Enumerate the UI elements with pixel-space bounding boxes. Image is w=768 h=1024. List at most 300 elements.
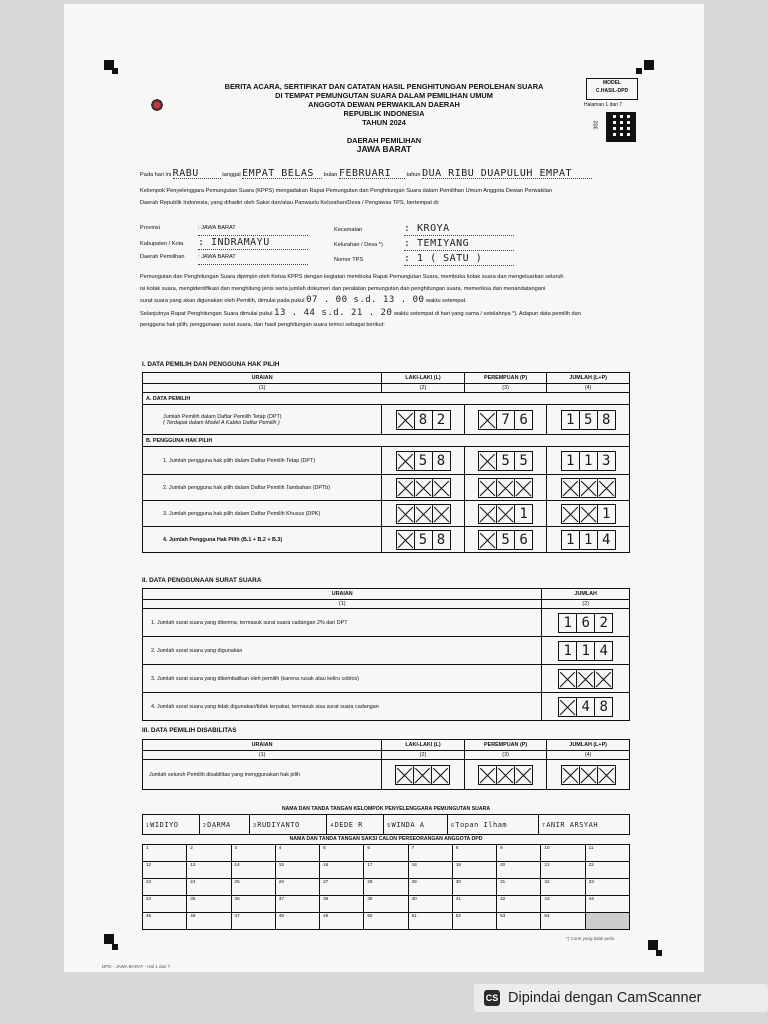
procedure-line: waktu setempat di hari yang sama / setelahnya *). Adapun data pemilih dan [393, 310, 581, 317]
saksi-signature-cell [320, 862, 364, 879]
crossed-box [413, 765, 432, 785]
row-b3-laki [382, 501, 465, 527]
saksi-number: 1 [146, 845, 149, 850]
kpu-logo-icon [149, 96, 165, 114]
saksi-signature-cell [187, 879, 231, 896]
crossed-box [597, 478, 616, 498]
saksi-number: 49 [323, 913, 329, 918]
saksi-signature-cell [541, 913, 585, 930]
saksi-signature-cell [143, 913, 187, 930]
value-dapil: : JAWA BARAT [198, 251, 308, 265]
row-ss3-value [542, 665, 630, 693]
saksi-signature-cell [541, 862, 585, 879]
saksi-signature-cell [320, 913, 364, 930]
digit-box: 1 [579, 530, 598, 550]
value-kelurahan: : TEMIYANG [404, 237, 514, 251]
row-b2-label: 2. Jumlah pengguna hak pilih dalam Daftar Pemilih Tambahan (DPTb) [143, 475, 382, 501]
row-b4-laki [382, 527, 465, 553]
saksi-number: 34 [146, 896, 152, 901]
saksi-signature-cell [231, 896, 275, 913]
kpps-signature-cell [327, 815, 384, 835]
saksi-number: 15 [278, 862, 284, 867]
saksi-number: 31 [500, 879, 506, 884]
saksi-number: 9 [500, 845, 503, 850]
meeting-date-line [140, 170, 660, 180]
saksi-number: 2 [190, 845, 193, 850]
digit-boxes [550, 530, 626, 550]
saksi-number: 5 [323, 845, 326, 850]
paragraph-line: Daerah Republik Indonesia, yang dihadiri oleh Saksi dan/atau Panwaslu Kelurahan/Desa / Pengawas TPS, bertempat di: [140, 199, 440, 206]
kpps-signature: DARMA [207, 820, 231, 829]
saksi-signature-cell [364, 845, 408, 862]
saksi-signature-cell [275, 862, 319, 879]
saksi-signature-cell [364, 913, 408, 930]
crossed-box [414, 504, 433, 524]
digit-boxes [545, 641, 626, 661]
saksi-signature-cell [143, 862, 187, 879]
kpps-signature-table [142, 814, 630, 835]
digit-box: 1 [558, 641, 577, 661]
saksi-number: 26 [278, 879, 284, 884]
saksi-signature-cell [541, 845, 585, 862]
row-ss2-value [542, 637, 630, 665]
camscanner-label: Dipindai dengan CamScanner [508, 990, 702, 1006]
saksi-number: 20 [500, 862, 506, 867]
kpps-signature-cell [448, 815, 539, 835]
row-disabilitas-label: Jumlah seluruh Pemilih disabilitas yang menggunakan hak pilih [143, 760, 382, 790]
saksi-number: 16 [323, 862, 329, 867]
digit-boxes [550, 478, 626, 498]
saksi-signature-cell [187, 913, 231, 930]
coret-note: *) Coret yang tidak perlu [566, 936, 615, 941]
saksi-number: 23 [146, 879, 152, 884]
row-b3-label: 3. Jumlah pengguna hak pilih dalam Daftar Pemilih Khusus (DPK) [143, 501, 382, 527]
kpps-number: 4 [330, 822, 335, 829]
saksi-number: 4 [278, 845, 282, 850]
digit-boxes [550, 410, 626, 430]
saksi-signature-cell [408, 862, 452, 879]
saksi-number: 8 [455, 845, 459, 850]
label-bulan: bulan [323, 172, 338, 178]
row-a1-perempuan [464, 405, 547, 435]
header-perempuan: PEREMPUAN (P) [464, 373, 547, 384]
header-laki: LAKI-LAKI (L) [382, 373, 465, 384]
kpps-signature-cell [143, 815, 200, 835]
crossed-box [579, 504, 598, 524]
kpps-signature-cell [250, 815, 327, 835]
saksi-signature-cell [585, 879, 629, 896]
procedure-line: waktu setempat. [426, 298, 467, 304]
saksi-signature-cell [187, 845, 231, 862]
crossed-box [478, 765, 497, 785]
title-line: DI TEMPAT PEMUNGUTAN SUARA DALAM PEMILIHAN UMUM [275, 91, 493, 100]
crossed-box [597, 765, 616, 785]
digit-box: 3 [597, 451, 616, 471]
saksi-signature-cell [452, 879, 496, 896]
saksi-number: 24 [190, 879, 196, 884]
title-line: REPUBLIK INDONESIA [343, 109, 425, 118]
digit-boxes [468, 410, 544, 430]
label-hari: Pada hari ini [140, 172, 172, 178]
digit-boxes [468, 530, 544, 550]
region-line: JAWA BARAT [356, 144, 412, 154]
saksi-number: 17 [367, 862, 373, 867]
table-section-3 [142, 739, 630, 790]
label-provinsi: Provinsi [140, 225, 160, 231]
saksi-number: 51 [411, 913, 417, 918]
kpps-signature: Topan Ilham [455, 820, 508, 829]
crossed-box [514, 765, 533, 785]
digit-boxes [545, 697, 626, 717]
digit-boxes [468, 765, 544, 785]
value-bulan: FEBRUARI [339, 170, 405, 179]
kpps-signature-title: NAMA DAN TANDA TANGAN KELOMPOK PENYELENGGARA PEMUNGUTAN SUARA [281, 806, 491, 812]
electoral-region [214, 136, 554, 154]
saksi-signature-cell [275, 879, 319, 896]
digit-boxes [545, 613, 626, 633]
saksi-signature-cell [231, 879, 275, 896]
region-line: DAERAH PEMILIHAN [346, 136, 422, 145]
crossed-box [496, 504, 515, 524]
digit-boxes [468, 504, 544, 524]
digit-box: 7 [496, 410, 515, 430]
saksi-signature-table [142, 844, 630, 930]
saksi-signature-cell [585, 862, 629, 879]
crossed-box [514, 478, 533, 498]
saksi-signature-cell [452, 896, 496, 913]
crossed-box [396, 478, 415, 498]
crossed-box [576, 669, 595, 689]
corner-mark [636, 68, 642, 74]
kpps-number: 2 [202, 822, 208, 829]
section-3-title: III. DATA PEMILIH DISABILITAS [142, 727, 237, 734]
corner-mark [656, 950, 662, 956]
subheader: (1) [143, 751, 382, 760]
row-ss2-label: 2. Jumlah surat suara yang digunakan [143, 637, 542, 665]
crossed-box [496, 478, 515, 498]
kpps-signature: DEDE R [334, 820, 363, 829]
digit-box: 4 [576, 697, 595, 717]
saksi-number: 14 [234, 862, 240, 867]
procedure-line: pengguna hak pilih, penggunaan surat suara, dan hasil penghitungan suara terinci sebagai berikut: [140, 322, 385, 328]
crossed-box [396, 530, 415, 550]
section-2-title: II. DATA PENGGUNAAN SURAT SUARA [142, 577, 262, 584]
saksi-number: 35 [190, 896, 196, 901]
row-b3-jumlah [547, 501, 630, 527]
row-b1-label: 1. Jumlah pengguna hak pilih dalam Daftar Pemilih Tetap (DPT) [143, 447, 382, 475]
saksi-number: 30 [455, 879, 461, 884]
row-b4-perempuan [464, 527, 547, 553]
kpps-signature: ANIR ARSYAH [546, 820, 599, 829]
crossed-box [478, 504, 497, 524]
saksi-number: 54 [544, 913, 550, 918]
header-uraian: URAIAN [143, 589, 542, 600]
digit-boxes [468, 478, 544, 498]
row-disabilitas-perempuan [464, 760, 547, 790]
saksi-signature-cell [364, 879, 408, 896]
crossed-box [561, 504, 580, 524]
row-disabilitas-laki [382, 760, 465, 790]
row-label: Jumlah Pemilih dalam Daftar Pemilih Tetap (DPT) [163, 413, 282, 420]
saksi-number: 38 [323, 896, 329, 901]
saksi-signature-cell [452, 845, 496, 862]
subheader: (4) [547, 751, 630, 760]
value-tps: : 1 ( SATU ) [404, 252, 514, 266]
row-b1-perempuan [464, 447, 547, 475]
digit-box: 6 [514, 410, 533, 430]
saksi-number: 29 [411, 879, 417, 884]
kpps-signature: RUDIYANTO [257, 820, 300, 829]
crossed-box [594, 669, 613, 689]
group-a-label: A. DATA PEMILIH [143, 393, 630, 405]
header-perempuan: PEREMPUAN (P) [464, 740, 547, 751]
digit-boxes [385, 451, 461, 471]
row-b4-label: 4. Jumlah Pengguna Hak Pilih (B.1 + B.2 + B.3) [143, 527, 382, 553]
crossed-box [396, 504, 415, 524]
kpps-signature: WIDIYO [150, 820, 179, 829]
saksi-signature-cell [585, 913, 629, 930]
saksi-number: 44 [588, 896, 594, 901]
camscanner-logo-icon: CS [484, 990, 500, 1006]
qr-number: 302 [593, 120, 600, 130]
saksi-signature-cell [408, 896, 452, 913]
saksi-number: 32 [544, 879, 550, 884]
corner-mark [648, 940, 658, 950]
header-jumlah: JUMLAH (L+P) [547, 373, 630, 384]
procedure-paragraph [140, 272, 660, 332]
value-tanggal: EMPAT BELAS [242, 170, 322, 179]
row-a1-label [143, 405, 382, 435]
kpps-number: 7 [542, 822, 547, 829]
crossed-box [478, 410, 497, 430]
digit-box: 5 [496, 451, 515, 471]
digit-boxes [385, 765, 461, 785]
saksi-number: 37 [278, 896, 284, 901]
saksi-signature-cell [497, 862, 541, 879]
saksi-signature-cell [187, 862, 231, 879]
saksi-signature-cell [231, 913, 275, 930]
digit-box: 5 [496, 530, 515, 550]
digit-box: 1 [561, 410, 580, 430]
saksi-signature-cell [187, 896, 231, 913]
subheader: (3) [464, 384, 547, 393]
saksi-number: 21 [544, 862, 550, 867]
corner-mark [644, 60, 654, 70]
saksi-signature-cell [541, 896, 585, 913]
section-1-title: I. DATA PEMILIH DAN PENGGUNA HAK PILIH [142, 361, 280, 368]
saksi-signature-cell [275, 845, 319, 862]
kpps-number: 5 [387, 822, 392, 829]
row-ss1-label: 1. Jumlah surat suara yang diterima, termasuk surat suara cadangan 2% dari DPT [143, 609, 542, 637]
digit-box: 2 [432, 410, 451, 430]
saksi-number: 40 [411, 896, 417, 901]
row-ss4-value [542, 693, 630, 721]
model-line: C.HASIL-DPD [595, 88, 629, 94]
subheader: (3) [464, 751, 547, 760]
digit-box: 5 [514, 451, 533, 471]
value-kabupaten: : INDRAMAYU [198, 236, 308, 250]
saksi-signature-cell [364, 896, 408, 913]
row-a1-laki [382, 405, 465, 435]
value-hari: RABU [173, 170, 221, 179]
row-b2-laki [382, 475, 465, 501]
crossed-box [561, 478, 580, 498]
header-uraian: URAIAN [143, 740, 382, 751]
subheader: (2) [382, 751, 465, 760]
header-jumlah: JUMLAH (L+P) [547, 740, 630, 751]
time-start-end: 07 . 00 s.d. 13 . 00 [306, 295, 425, 305]
value-kecamatan: : KROYA [404, 222, 514, 236]
digit-boxes [385, 504, 461, 524]
digit-box: 8 [414, 410, 433, 430]
saksi-signature-cell [143, 896, 187, 913]
crossed-box [478, 530, 497, 550]
saksi-number: 42 [500, 896, 506, 901]
digit-box: 5 [414, 451, 433, 471]
saksi-signature-cell [541, 879, 585, 896]
crossed-box [496, 765, 515, 785]
header-uraian: URAIAN [143, 373, 382, 384]
saksi-number: 27 [323, 879, 329, 884]
saksi-signature-cell [231, 845, 275, 862]
crossed-box [414, 478, 433, 498]
saksi-signature-cell [408, 913, 452, 930]
kpps-number: 6 [451, 822, 456, 829]
procedure-line: Selanjutnya Rapat Penghitungan Suara dimulai pukul [140, 310, 273, 317]
saksi-signature-cell [497, 879, 541, 896]
header-jumlah: JUMLAH [542, 589, 630, 600]
saksi-number: 45 [146, 913, 152, 918]
digit-box: 1 [558, 613, 577, 633]
saksi-signature-cell [497, 896, 541, 913]
crossed-box [396, 451, 415, 471]
digit-boxes [385, 410, 461, 430]
page-indicator: Halaman 1 dari 7 [584, 102, 623, 108]
saksi-signature-cell [320, 845, 364, 862]
saksi-number: 53 [500, 913, 506, 918]
count-start-end: 13 . 44 s.d. 21 . 20 [274, 307, 393, 318]
label-dapil: Daerah Pemilihan [140, 254, 185, 260]
saksi-number: 43 [544, 896, 550, 901]
meeting-paragraph [140, 188, 660, 207]
digit-boxes [385, 478, 461, 498]
saksi-signature-cell [320, 879, 364, 896]
kpps-signature-cell [539, 815, 630, 835]
saksi-signature-cell [143, 845, 187, 862]
saksi-signature-cell [275, 896, 319, 913]
row-disabilitas-jumlah [547, 760, 630, 790]
subheader: (1) [143, 600, 542, 609]
location-left [140, 222, 340, 265]
model-line: MODEL [602, 80, 622, 86]
saksi-signature-cell [408, 845, 452, 862]
saksi-number: 52 [455, 913, 461, 918]
saksi-signature-title: NAMA DAN TANDA TANGAN SAKSI CALON PERSEORANGAN ANGGOTA DPD [289, 836, 483, 842]
paragraph-line: Kelompok Penyelenggara Pemungutan Suara (KPPS) mengadakan Rapat Pemungutan dan Penghitungan Suara dalam Pemilihan Umum Anggota Dewan Perwakilan [140, 188, 553, 194]
digit-boxes [385, 530, 461, 550]
row-b2-perempuan [464, 475, 547, 501]
crossed-box [558, 697, 577, 717]
saksi-signature-cell [143, 879, 187, 896]
table-section-1 [142, 372, 630, 553]
saksi-number: 47 [234, 913, 240, 918]
saksi-number: 36 [234, 896, 240, 901]
crossed-box [579, 765, 598, 785]
procedure-line: isi kotak suara, mengidentifikasi dan menghitung jenis serta jumlah dokumen dan peralatan pemungutan dan penghitungan suara, memeriksa dan menandatangani [140, 285, 546, 292]
digit-boxes [545, 669, 626, 689]
group-b-label: B. PENGGUNA HAK PILIH [143, 435, 630, 447]
saksi-number: 33 [588, 879, 594, 884]
saksi-number: 22 [588, 862, 594, 867]
digit-box: 1 [561, 530, 580, 550]
crossed-box [432, 504, 451, 524]
saksi-number: 28 [367, 879, 373, 884]
crossed-box [478, 451, 497, 471]
row-note: ( Terdapat dalam Model A Kabko Daftar Pemilih ) [163, 419, 280, 426]
digit-box: 1 [597, 504, 616, 524]
label-tahun: tahun [406, 172, 421, 178]
digit-boxes [468, 451, 544, 471]
kpps-number: 3 [253, 822, 258, 829]
saksi-number: 10 [544, 845, 550, 850]
digit-box: 8 [432, 530, 451, 550]
location-right [334, 222, 554, 267]
saksi-signature-cell [275, 913, 319, 930]
crossed-box [478, 478, 497, 498]
saksi-signature-cell [408, 879, 452, 896]
row-ss4-label: 4. Jumlah surat suara yang tidak digunakan/tidak terpakai, termasuk sisa surat suara cadangan [143, 693, 542, 721]
crossed-box [396, 410, 415, 430]
saksi-number: 3 [234, 845, 238, 850]
document-sheet [64, 4, 704, 972]
digit-box: 1 [576, 641, 595, 661]
digit-box: 2 [594, 613, 613, 633]
saksi-number: 46 [190, 913, 196, 918]
digit-box: 5 [414, 530, 433, 550]
digit-box: 4 [594, 641, 613, 661]
crossed-box [395, 765, 414, 785]
kpps-signature-cell [199, 815, 249, 835]
saksi-signature-cell [497, 913, 541, 930]
saksi-number: 7 [411, 845, 415, 850]
table-section-2 [142, 588, 630, 721]
saksi-signature-cell [364, 862, 408, 879]
row-b1-laki [382, 447, 465, 475]
title-line: BERITA ACARA, SERTIFIKAT DAN CATATAN HASIL PENGHITUNGAN PEROLEHAN SUARA [224, 82, 544, 91]
title-line: TAHUN 2024 [362, 118, 406, 127]
saksi-signature-cell [585, 896, 629, 913]
saksi-signature-cell [452, 913, 496, 930]
procedure-line: Pemungutan dan Penghitungan Suara dipimpin oleh Ketua KPPS dengan kegiatan membuka Rapat Pemungutan Suara, membuka kotak suara dan mengeluarkan seluruh [140, 274, 564, 280]
qr-code-icon [606, 112, 636, 142]
saksi-number: 13 [190, 862, 196, 867]
label-tanggal: tanggal [222, 172, 241, 178]
digit-box: 8 [597, 410, 616, 430]
header-laki: LAKI-LAKI (L) [382, 740, 465, 751]
digit-boxes [550, 765, 626, 785]
subheader: (4) [547, 384, 630, 393]
saksi-signature-cell [585, 845, 629, 862]
digit-box: 6 [576, 613, 595, 633]
label-kelurahan: Kelurahan / Desa *) [334, 242, 383, 248]
row-b1-jumlah [547, 447, 630, 475]
digit-boxes [550, 504, 626, 524]
row-ss1-value [542, 609, 630, 637]
kpps-signature: WINDA A [391, 820, 425, 829]
saksi-signature-cell [320, 896, 364, 913]
subheader: (2) [382, 384, 465, 393]
saksi-number: 18 [411, 862, 417, 867]
